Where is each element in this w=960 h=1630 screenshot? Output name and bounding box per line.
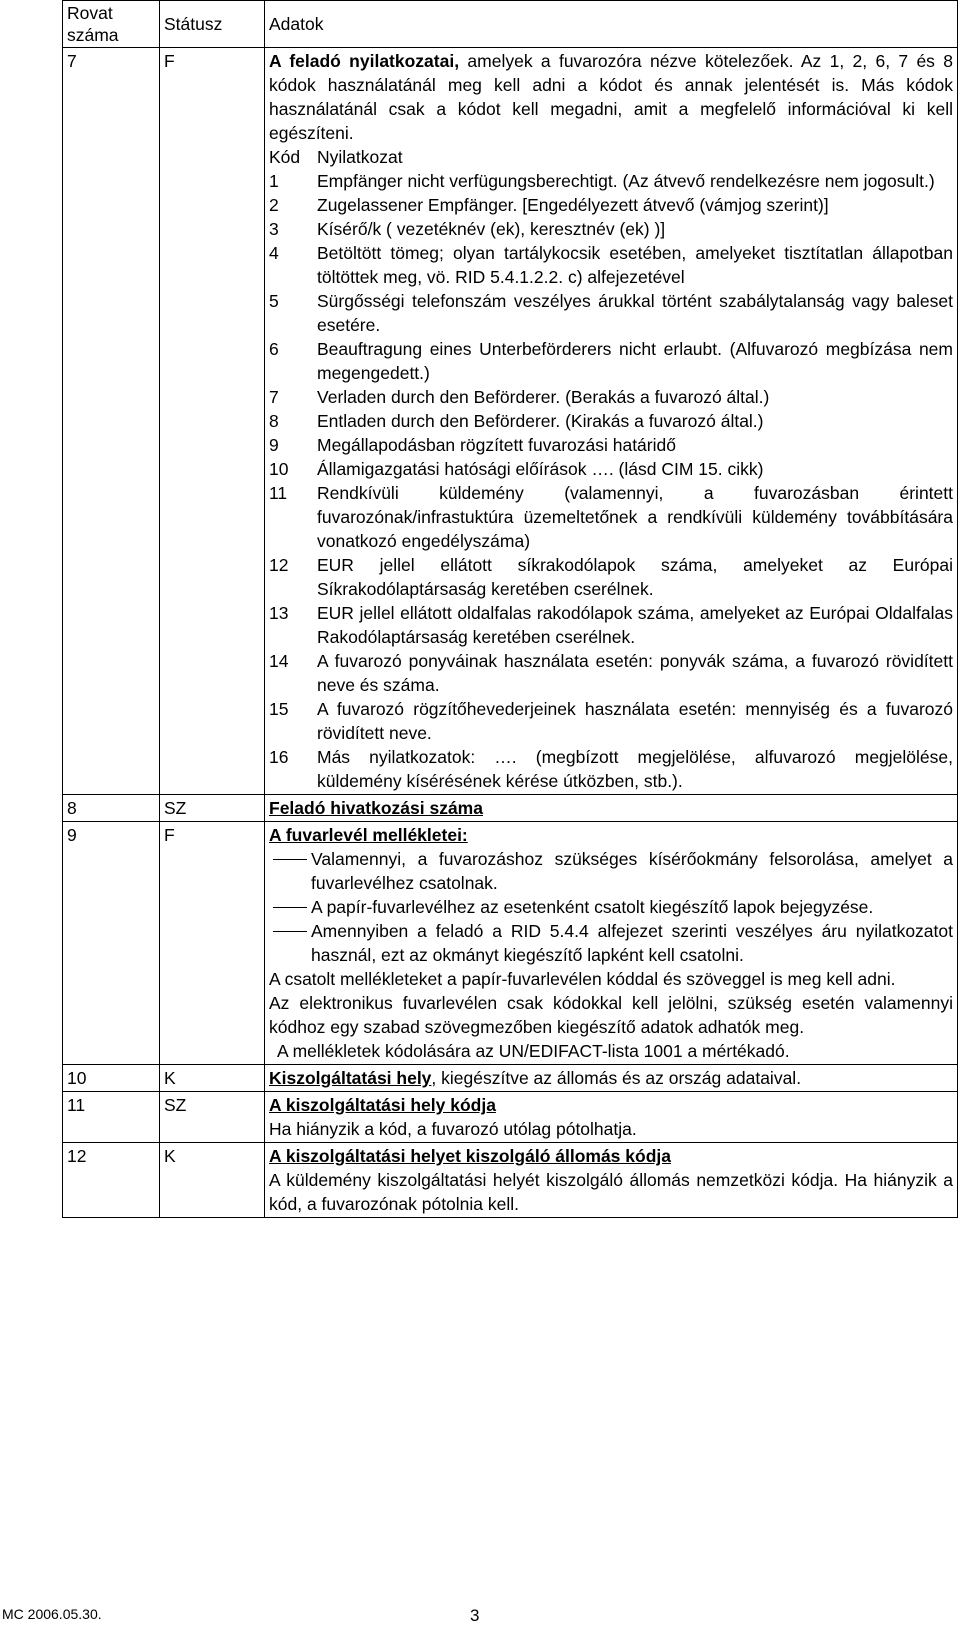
row9-paragraph: Az elektronikus fuvarlevélen csak kódokkal kell jelölni, szükség esetén valamennyi kódhoz egy szabad szövegmezőben kiegészítő adatok adhatók meg.	[269, 993, 953, 1037]
row7-title: A feladó nyilatkozatai,	[269, 51, 460, 71]
row-status: F	[160, 48, 265, 795]
table-row	[63, 1143, 958, 1218]
attachment-text: A papír-fuvarlevélhez az esetenként csatolt kiegészítő lapok bejegyzése.	[311, 897, 874, 917]
code-item	[269, 697, 953, 745]
code-number: 1	[269, 171, 279, 191]
footer-date: MC 2006.05.30.	[2, 1606, 102, 1622]
row11-title: A kiszolgáltatási hely kódja	[269, 1095, 496, 1115]
code-number: 8	[269, 411, 279, 431]
code-number: 4	[269, 243, 279, 263]
code-text: Rendkívüli küldemény (valamennyi, a fuvarozásban érintett fuvarozónak/infrastuktúra üzemeltetőnek a rendkívüli küldemény továbbítására vonatkozó engedélyszáma)	[317, 483, 953, 551]
row-status: F	[160, 822, 265, 1065]
code-list	[269, 169, 953, 793]
code-item	[269, 553, 953, 601]
code-text: Beauftragung eines Unterbeförderers nicht erlaubt. (Alfuvarozó megbízása nem megengedett.)	[317, 339, 953, 383]
code-number: 9	[269, 435, 279, 455]
dash-icon	[269, 919, 311, 967]
code-text: Más nyilatkozatok: …. (megbízott megjelölése, alfuvarozó megjelölése, küldemény kísérésének kérése útközben, stb.).	[317, 747, 953, 791]
table-row	[63, 48, 958, 795]
row9-title: A fuvarlevél mellékletei:	[269, 825, 468, 845]
row12-text: A küldemény kiszolgáltatási helyét kiszolgáló állomás nemzetközi kódja. Ha hiányzik a kód, a fuvarozónak pótolnia kell.	[269, 1170, 953, 1214]
row7-intro	[269, 49, 953, 145]
code-number: 10	[269, 459, 289, 479]
attachment-item	[269, 895, 953, 919]
code-number: 5	[269, 291, 279, 311]
code-number: 11	[269, 483, 288, 503]
code-number: 7	[269, 387, 279, 407]
code-item	[269, 481, 953, 553]
dash-icon	[269, 895, 311, 919]
declaration-header: Nyilatkozat	[317, 147, 403, 167]
row-content	[265, 48, 958, 795]
code-text: EUR jellel ellátott oldalfalas rakodólapok száma, amelyeket az Európai Oldalfalas Rakodólaptársaság keretében cserélnek.	[317, 603, 953, 647]
code-text: Zugelassener Empfänger. [Engedélyezett átvevő (vámjog szerint)]	[317, 195, 829, 215]
header-row	[63, 1, 958, 48]
code-number: 2	[269, 195, 279, 215]
code-text: Entladen durch den Beförderer. (Kirakás a fuvarozó által.)	[317, 411, 764, 431]
attachment-list	[269, 847, 953, 967]
code-table-header	[269, 145, 953, 169]
code-item	[269, 193, 953, 217]
code-item	[269, 241, 953, 289]
row-number: 10	[63, 1065, 160, 1092]
row8-title: Feladó hivatkozási száma	[269, 798, 483, 818]
header-col-data: Adatok	[265, 1, 958, 48]
code-number: 16	[269, 747, 289, 767]
code-text: A fuvarozó ponyváinak használata esetén: ponyvák száma, a fuvarozó rövidített neve és száma.	[317, 651, 953, 695]
code-text: EUR jellel ellátott síkrakodólapok száma, amelyeket az Európai Síkrakodólaptársaság keretében cserélnek.	[317, 555, 953, 599]
code-number: 13	[269, 603, 289, 623]
table-row	[63, 1065, 958, 1092]
code-item	[269, 649, 953, 697]
code-item	[269, 601, 953, 649]
code-item	[269, 337, 953, 385]
code-number: 6	[269, 339, 279, 359]
code-item	[269, 457, 953, 481]
row-content	[265, 795, 958, 822]
code-header: Kód	[269, 147, 301, 167]
header-col-status: Státusz	[160, 1, 265, 48]
code-text: Kísérő/k ( vezetéknév (ek), keresztnév (ek) )]	[317, 219, 666, 239]
row10-text: , kiegészítve az állomás és az ország adataival.	[431, 1068, 802, 1088]
code-number: 15	[269, 699, 289, 719]
row-content	[265, 1065, 958, 1092]
row-number: 12	[63, 1143, 160, 1218]
code-text: Betöltött tömeg; olyan tartálykocsik esetében, amelyeket tisztítatlan állapotban töltöttek meg, vö. RID 5.4.1.2.2. c) alfejezetével	[317, 243, 953, 287]
row-status: SZ	[160, 1092, 265, 1143]
code-item	[269, 433, 953, 457]
row-status: SZ	[160, 795, 265, 822]
row-number: 11	[63, 1092, 160, 1143]
code-item	[269, 409, 953, 433]
row-content	[265, 1092, 958, 1143]
row-status: K	[160, 1143, 265, 1218]
row12-title: A kiszolgáltatási helyet kiszolgáló állomás kódja	[269, 1146, 671, 1166]
code-text: A fuvarozó rögzítőhevederjeinek használata esetén: mennyiség és a fuvarozó rövidített neve.	[317, 699, 953, 743]
code-number: 3	[269, 219, 279, 239]
attachment-item	[269, 847, 953, 895]
code-number: 14	[269, 651, 289, 671]
code-item	[269, 385, 953, 409]
row-number: 7	[63, 48, 160, 795]
code-text: Államigazgatási hatósági előírások …. (lásd CIM 15. cikk)	[317, 459, 764, 479]
row9-paragraph: A csatolt mellékleteket a papír-fuvarlevélen kóddal és szöveggel is meg kell adni.	[269, 969, 896, 989]
code-text: Verladen durch den Beförderer. (Berakás a fuvarozó által.)	[317, 387, 770, 407]
code-text: Megállapodásban rögzített fuvarozási határidő	[317, 435, 676, 455]
page-number: 3	[470, 1606, 480, 1625]
code-number: 12	[269, 555, 289, 575]
data-table	[62, 0, 958, 1218]
row9-paragraph: A mellékletek kódolására az UN/EDIFACT-lista 1001 a mértékadó.	[277, 1041, 790, 1061]
attachment-item	[269, 919, 953, 967]
row-status: K	[160, 1065, 265, 1092]
table-row	[63, 822, 958, 1065]
code-text: Sürgősségi telefonszám veszélyes árukkal történt szabálytalanság vagy baleset esetére.	[317, 291, 953, 335]
row7-intro-text: amelyek a fuvarozóra nézve kötelezőek. Az 1, 2, 6, 7 és 8 kódok használatánál meg kell adni a kódot és annak jelentését is. Más kódok használatánál csak a kódot kell megadni, amit a megfelelő információval ki kell egészíteni.	[269, 51, 953, 143]
code-item	[269, 289, 953, 337]
row10-title: Kiszolgáltatási hely	[269, 1068, 432, 1088]
code-item	[269, 217, 953, 241]
attachment-text: Valamennyi, a fuvarozáshoz szükséges kísérőokmány felsorolása, amelyet a fuvarlevélhez csatolnak.	[311, 849, 953, 893]
code-text: Empfänger nicht verfügungsberechtigt. (Az átvevő rendelkezésre nem jogosult.)	[317, 171, 935, 191]
row-content	[265, 1143, 958, 1218]
code-item	[269, 745, 953, 793]
table-row	[63, 1092, 958, 1143]
row-content	[265, 822, 958, 1065]
attachment-text: Amennyiben a feladó a RID 5.4.4 alfejezet szerinti veszélyes áru nyilatkozatot használ, ezt az okmányt kiegészítő lapként kell csatolni.	[311, 921, 953, 965]
dash-icon	[269, 847, 311, 895]
row-number: 9	[63, 822, 160, 1065]
table-row	[63, 795, 958, 822]
code-item	[269, 169, 953, 193]
header-col-number: Rovat száma	[63, 1, 160, 48]
row11-text: Ha hiányzik a kód, a fuvarozó utólag pótolhatja.	[269, 1119, 637, 1139]
row-number: 8	[63, 795, 160, 822]
